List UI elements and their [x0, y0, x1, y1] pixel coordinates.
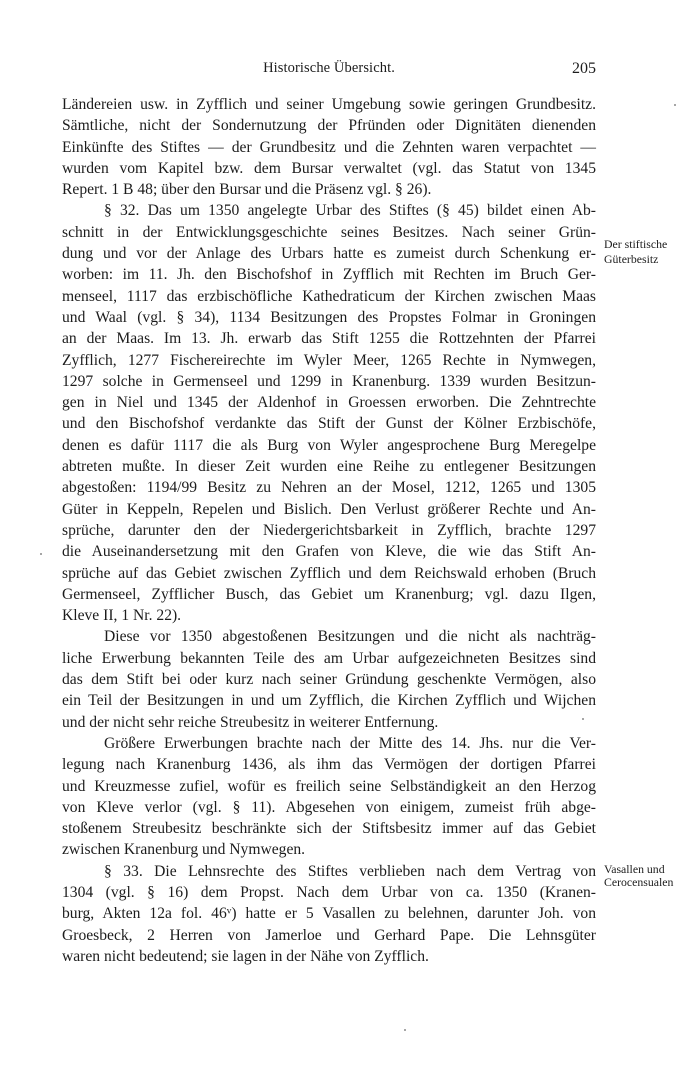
text-line: 1304 (vgl. § 16) dem Propst. Nach dem Urbar von ca. 1350 (Kranen- [62, 883, 596, 901]
speck-mark [404, 1029, 406, 1031]
text-line: zwischen Kranenburg und Nymwegen. [62, 841, 306, 859]
page-number: 205 [572, 60, 596, 77]
running-header [62, 60, 596, 82]
text-line: denen es dafür 1117 die als Burg von Wyler angesprochene Burg Meregelpe [62, 436, 596, 454]
margin-note-guterbesitz [604, 237, 696, 267]
text-line: abgestoßen: 1194/99 Besitz zu Nehren an der Mosel, 1212, 1265 und 1305 [62, 479, 596, 497]
text-line: an der Maas. Im 13. Jh. erwarb das Stift 1255 die Rottzehnten der Pfarrei [62, 330, 596, 348]
text-line: Kleve II, 1 Nr. 22). [62, 607, 182, 625]
text-line: sprüche, darunter den der Niedergerichtsbarkeit in Zyfflich, brachte 1297 [62, 521, 596, 539]
text-line: schnitt in der Entwicklungsgeschichte seines Besitzes. Nach seiner Grün- [62, 223, 596, 241]
margin-note-line: Der stiftische [604, 237, 668, 251]
text-line: Germenseel, Zyfflicher Busch, das Gebiet um Kranenburg; vgl. dazu Ilgen, [62, 585, 596, 603]
text-line: wurden vom Kapitel bzw. dem Bursar verwaltet (vgl. das Statut von 1345 [62, 159, 596, 177]
text-line: menseel, 1117 das erzbischöfliche Kathedraticum der Kirchen zwischen Maas [62, 287, 596, 305]
text-line: 1297 solche in Germenseel und 1299 in Kranenburg. 1339 wurden Besitzun- [62, 372, 596, 390]
text-line: Einkünfte des Stiftes — der Grundbesitz und die Zehnten waren verpachtet — [62, 138, 596, 156]
section-32-start: § 32. Das um 1350 angelegte Urbar des Stiftes (§ 45) bildet einen Ab- [104, 202, 596, 220]
text-line: das dem Stift bei oder kurz nach seiner Gründung geschenkte Vermögen, also [62, 671, 596, 689]
text-line: von Kleve verlor (vgl. § 11). Abgesehen von einigem, zumeist früh abge- [62, 798, 596, 816]
speck-mark [674, 104, 676, 106]
text-line: waren nicht bedeutend; sie lagen in der Nähe von Zyfflich. [62, 947, 429, 965]
text-line: stoßenem Streubesitz beschränkte sich der Stiftsbesitz immer auf das Gebiet [62, 820, 596, 838]
text-line: und der nicht sehr reiche Streubesitz in weiterer Entfernung. [62, 713, 439, 731]
text-line: dung und vor der Anlage des Urbars hatte es zumeist durch Schenkung er- [62, 245, 596, 263]
text-line: und Kreuzmesse zufiel, wofür es freilich seine Selbständigkeit an den Herzog [62, 777, 596, 795]
section-33-start: § 33. Die Lehnsrechte des Stiftes verblieben nach dem Vertrag von [104, 862, 596, 880]
text-line: burg, Akten 12a fol. 46ᵛ) hatte er 5 Vasallen zu belehnen, darunter Joh. von [62, 905, 596, 923]
margin-note-line: Cerocensualen [604, 875, 674, 889]
text-line: Repert. 1 B 48; über den Bursar und die Präsenz vgl. § 26). [62, 181, 432, 199]
text-line: die Auseinandersetzung mit den Grafen von Kleve, die wie das Stift An- [62, 543, 596, 561]
text-line: legung nach Kranenburg 1436, als ihm das Vermögen der dortigen Pfarrei [62, 756, 596, 774]
text-line: gen in Niel und 1345 der Aldenhof in Groessen erworben. Die Zehntrechte [62, 394, 596, 412]
margin-note-line: Vasallen und [604, 862, 665, 876]
text-line: ein Teil der Besitzungen in und um Zyfflich, die Kirchen Zyfflich und Wijchen [62, 692, 596, 710]
text-line: Groesbeck, 2 Herren von Jamerloe und Gerhard Pape. Die Lehnsgüter [62, 926, 596, 944]
text-line: Ländereien usw. in Zyfflich und seiner Umgebung sowie geringen Grundbesitz. [62, 96, 596, 113]
text-line: abtreten mußte. In dieser Zeit wurden eine Reihe zu entlegener Besitzungen [62, 458, 596, 476]
text-line: und den Bischofshof verdankte das Stift der Gunst der Kölner Erzbischöfe, [62, 415, 596, 433]
body-text [62, 94, 596, 967]
margin-note-line: Güterbesitz [604, 252, 659, 266]
running-title: Historische Übersicht. [263, 60, 395, 76]
paragraph-start: Diese vor 1350 abgestoßenen Besitzungen und die nicht als nachträg- [104, 628, 596, 646]
margin-note-vasallen [604, 862, 696, 892]
speck-mark [40, 553, 42, 555]
text-line: und Waal (vgl. § 34), 1134 Besitzungen des Propstes Folmar in Groningen [62, 308, 596, 326]
paragraph-start: Größere Erwerbungen brachte nach der Mitte des 14. Jhs. nur die Ver- [104, 734, 596, 752]
speck-mark [582, 718, 584, 720]
text-line: Güter in Keppeln, Repelen und Bislich. Den Verlust größerer Rechte und An- [62, 500, 596, 518]
text-line: Sämtliche, nicht der Sondernutzung der Pfründen oder Dignitäten dienenden [62, 117, 596, 135]
text-line: Zyfflich, 1277 Fischereirechte im Wyler Meer, 1265 Rechte in Nymwegen, [62, 351, 596, 369]
text-line: liche Erwerbung bekannten Teile des am Urbar aufgezeichneten Besitzes sind [62, 649, 596, 667]
text-line: worben: im 11. Jh. den Bischofshof in Zyfflich mit Rechten im Bruch Ger- [62, 266, 596, 284]
text-line: sprüche auf das Gebiet zwischen Zyfflich und dem Reichswald erhoben (Bruch [62, 564, 596, 582]
